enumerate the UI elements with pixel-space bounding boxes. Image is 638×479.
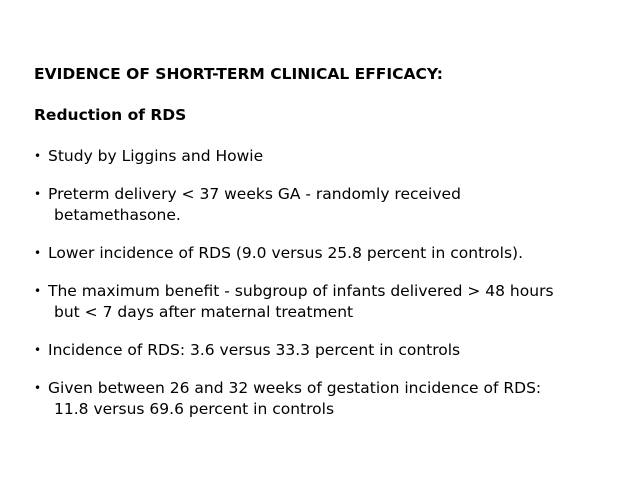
bullet-icon: • <box>34 246 42 260</box>
bullet-text-continued: 11.8 versus 69.6 percent in controls <box>54 400 335 418</box>
slide-subheading: Reduction of RDS <box>34 106 187 124</box>
bullet-icon: • <box>34 343 42 357</box>
bullet-text-continued: but < 7 days after maternal treatment <box>54 303 354 321</box>
bullet-item <box>34 184 614 226</box>
bullet-text: The maximum benefit - subgroup of infants delivered > 48 hours <box>48 282 554 300</box>
bullet-item <box>34 340 614 361</box>
bullet-icon: • <box>34 187 42 201</box>
bullet-text: Lower incidence of RDS (9.0 versus 25.8 percent in controls). <box>48 244 524 262</box>
bullet-item <box>34 146 614 167</box>
bullet-item <box>34 281 614 323</box>
bullet-text: Preterm delivery < 37 weeks GA - randomly received <box>48 185 461 203</box>
slide-content <box>34 63 614 420</box>
bullet-text: Given between 26 and 32 weeks of gestation incidence of RDS: <box>48 379 542 397</box>
bullet-icon: • <box>34 381 42 395</box>
bullet-item <box>34 378 614 420</box>
bullet-text-continued: betamethasone. <box>54 206 181 224</box>
bullet-icon: • <box>34 284 42 298</box>
bullet-text: Incidence of RDS: 3.6 versus 33.3 percent in controls <box>48 341 461 359</box>
bullet-text: Study by Liggins and Howie <box>48 147 264 165</box>
bullet-icon: • <box>34 149 42 163</box>
bullet-item <box>34 243 614 264</box>
bullet-list <box>34 146 614 420</box>
slide-heading: EVIDENCE OF SHORT-TERM CLINICAL EFFICACY: <box>34 65 443 83</box>
